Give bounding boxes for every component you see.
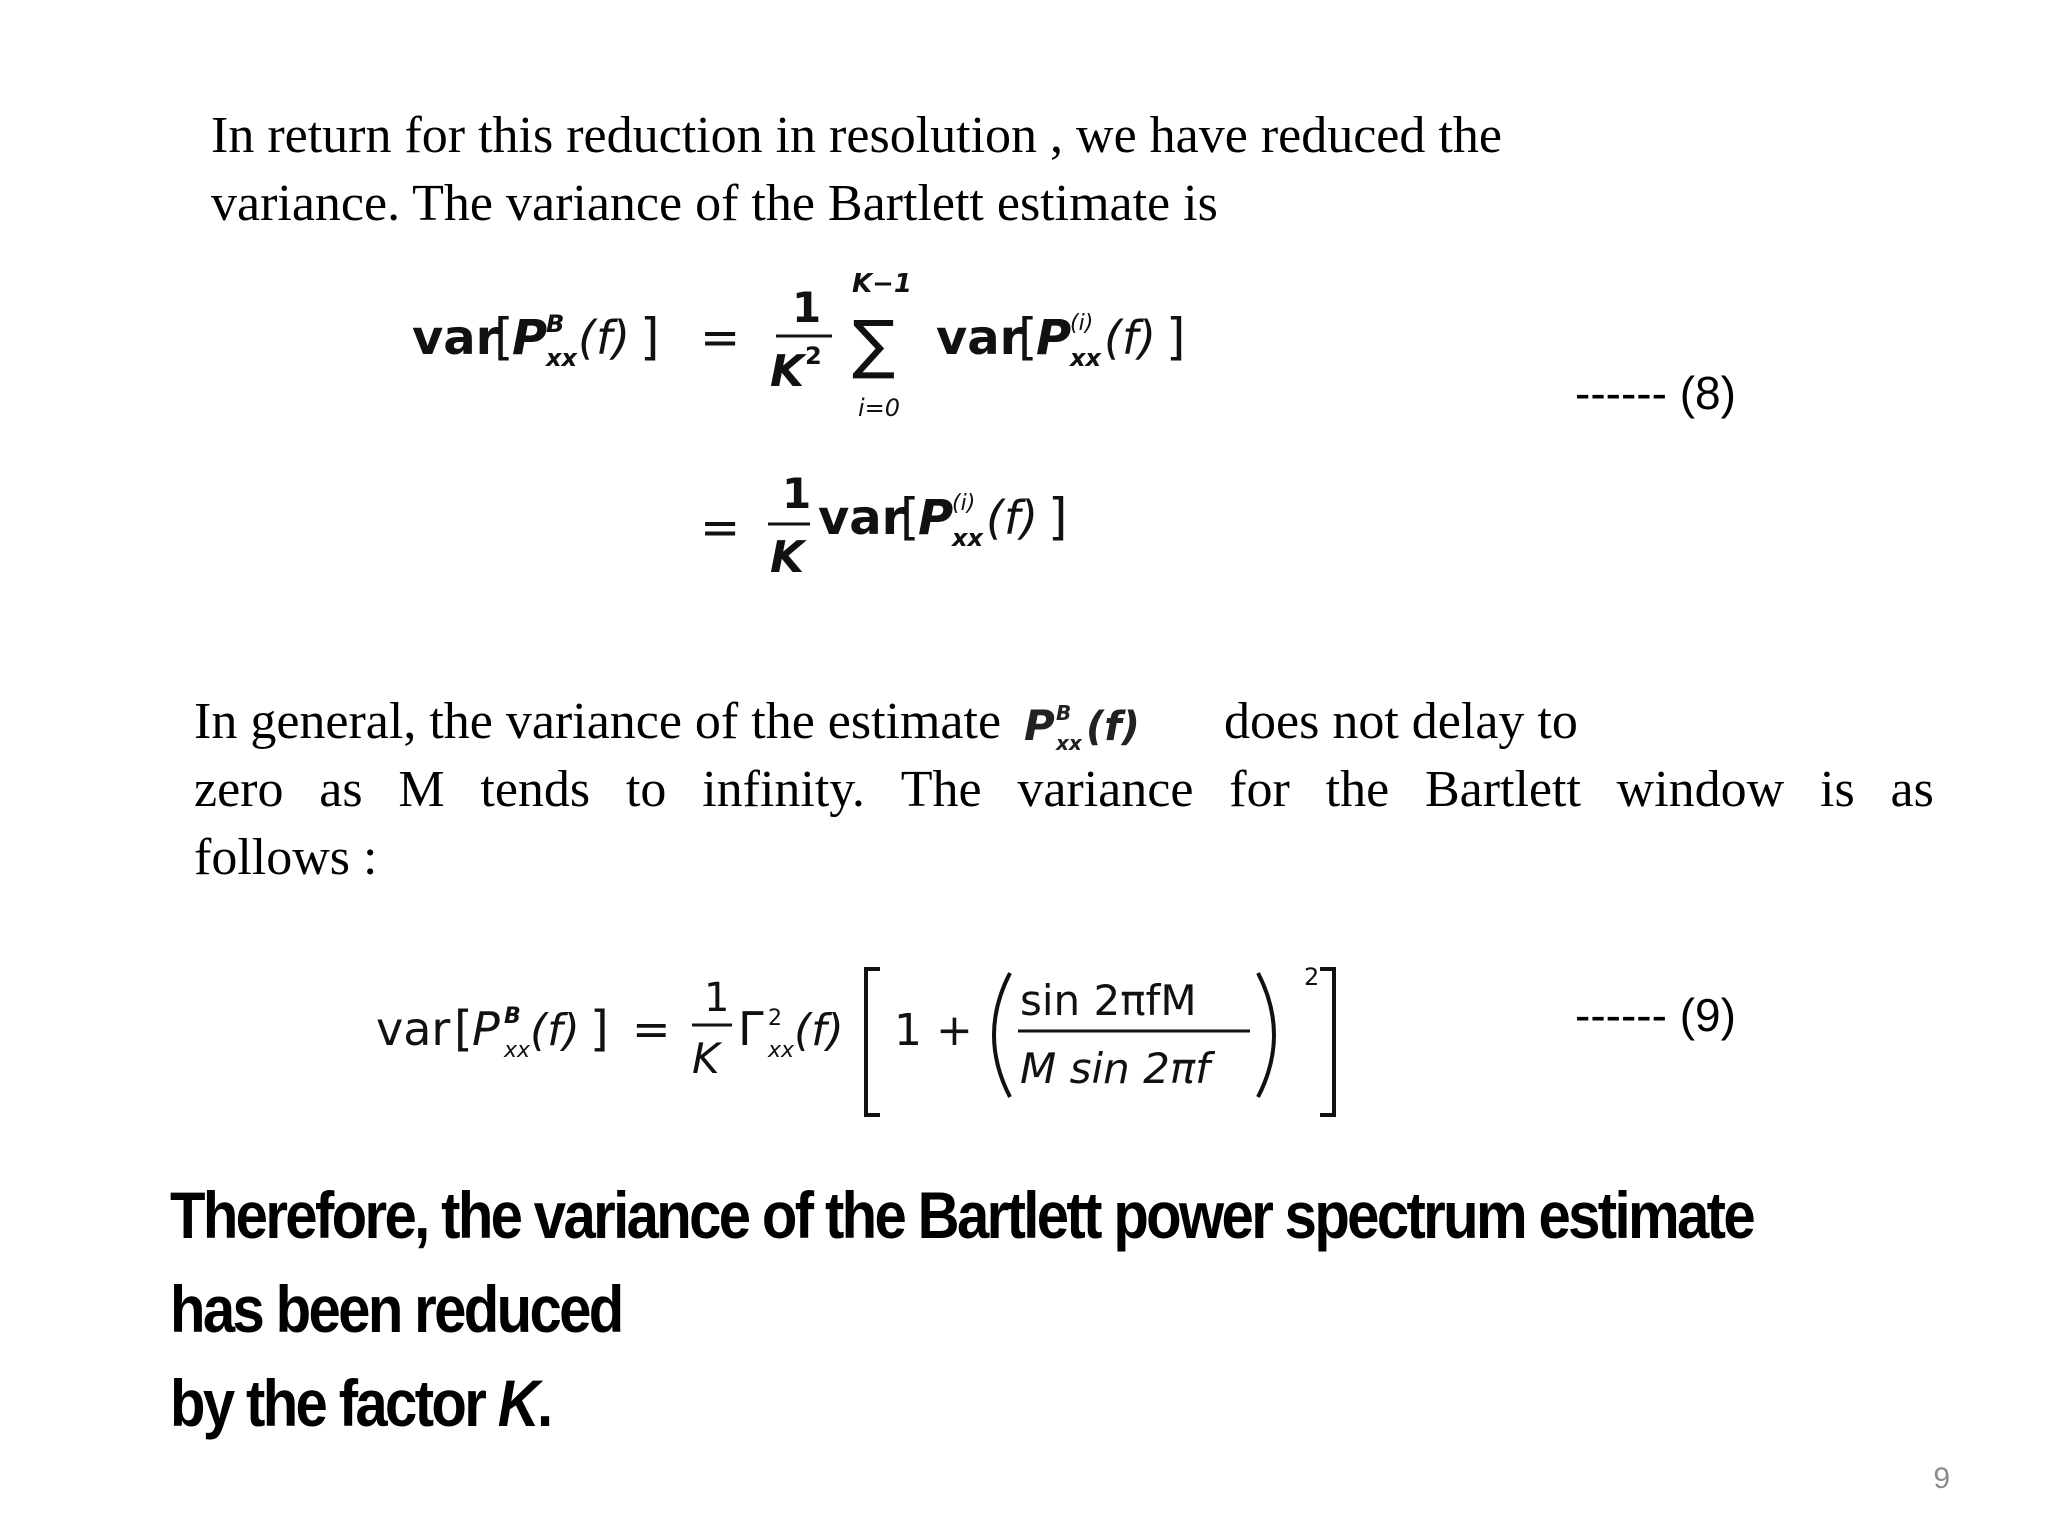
svg-text:K: K (692, 1034, 720, 1083)
svg-text:B: B (1056, 701, 1072, 726)
svg-text:K: K (770, 346, 805, 397)
svg-text:(f): (f) (794, 1005, 844, 1056)
svg-text:2: 2 (1304, 963, 1320, 991)
svg-text:2: 2 (768, 1006, 782, 1031)
svg-text:[: [ (1018, 308, 1038, 366)
svg-text:xx: xx (768, 1038, 795, 1063)
svg-text:=: = (632, 1002, 671, 1056)
intro-line-1: In return for this reduction in resolution , we have reduced the (211, 107, 1502, 164)
eq9-numerator: sin 2πfM (1020, 976, 1197, 1025)
eq8-sum-top: K−1 (852, 269, 913, 299)
equation-9-label: ------ (9) (1575, 989, 1736, 1041)
estimate-symbol (1014, 696, 1224, 756)
svg-text:(f): (f) (530, 1005, 580, 1056)
svg-text:1: 1 (792, 283, 822, 332)
svg-text:P: P (918, 490, 954, 546)
eq8-var-lhs: var (412, 310, 500, 366)
svg-text:B: B (546, 310, 565, 338)
svg-text:var: var (376, 1002, 451, 1056)
svg-text:K: K (770, 532, 805, 583)
svg-text:]: ] (1048, 488, 1068, 546)
svg-text:(f): (f) (986, 491, 1039, 545)
svg-text:]: ] (590, 1001, 609, 1057)
svg-text:[: [ (900, 488, 920, 546)
svg-text:(i): (i) (952, 491, 976, 516)
svg-text:xx: xx (1070, 344, 1101, 372)
equation-9 (370, 945, 1360, 1125)
equation-8 (400, 262, 1260, 592)
eq8-sigma: ∑ (852, 308, 896, 382)
svg-text:xx: xx (546, 344, 577, 372)
svg-text:(f): (f) (578, 311, 631, 365)
equation-8-label: ------ (8) (1575, 367, 1736, 419)
general-line-1: In general, the variance of the estimate P B xx (f) does not delay to (194, 693, 1578, 756)
svg-text:]: ] (1166, 308, 1186, 366)
conclusion-line-1: Therefore, the variance of the Bartlett power spectrum estimate has been reduced (170, 1178, 1754, 1346)
eq9-denominator: M sin 2πf (1020, 1044, 1210, 1093)
eq9-gamma: Γ (738, 1002, 764, 1056)
conclusion-text (170, 1168, 1798, 1450)
general-paragraph (194, 688, 1934, 892)
intro-line-2: variance. The variance of the Bartlett estimate is (211, 175, 1218, 232)
general-line-3: follows : (194, 829, 378, 887)
eq8-var-rhs: var (818, 490, 906, 546)
svg-text:2: 2 (805, 342, 822, 370)
svg-text:(f): (f) (1086, 704, 1141, 751)
svg-text:xx: xx (952, 524, 983, 552)
conclusion-line-2: by the factor K. (170, 1366, 551, 1440)
svg-text:(i): (i) (1070, 311, 1094, 336)
eq8-P-lhs: P (512, 310, 548, 366)
svg-text:var: var (936, 310, 1024, 366)
svg-text:P: P (1024, 701, 1055, 751)
svg-text:P: P (472, 1002, 500, 1056)
svg-text:]: ] (640, 308, 660, 366)
eq8-equals-2: = (700, 500, 741, 556)
svg-text:1: 1 (704, 975, 730, 1021)
svg-text:[: [ (494, 308, 514, 366)
svg-text:P: P (1036, 310, 1072, 366)
eq8-sum-bottom: i=0 (858, 394, 901, 422)
eq8-equals-1: = (700, 310, 741, 366)
general-line-2: zero as M tends to infinity. The variance for the Bartlett window is as (194, 761, 1934, 819)
page-number: 9 (1933, 1462, 1950, 1495)
eq9-one-plus: 1 + (894, 1005, 973, 1056)
svg-text:[: [ (454, 1001, 473, 1057)
svg-text:xx: xx (504, 1038, 531, 1063)
svg-text:1: 1 (782, 469, 812, 518)
intro-paragraph (211, 102, 1911, 238)
svg-text:B: B (504, 1004, 521, 1029)
svg-text:(f): (f) (1104, 311, 1157, 365)
svg-text:xx: xx (1056, 731, 1082, 756)
